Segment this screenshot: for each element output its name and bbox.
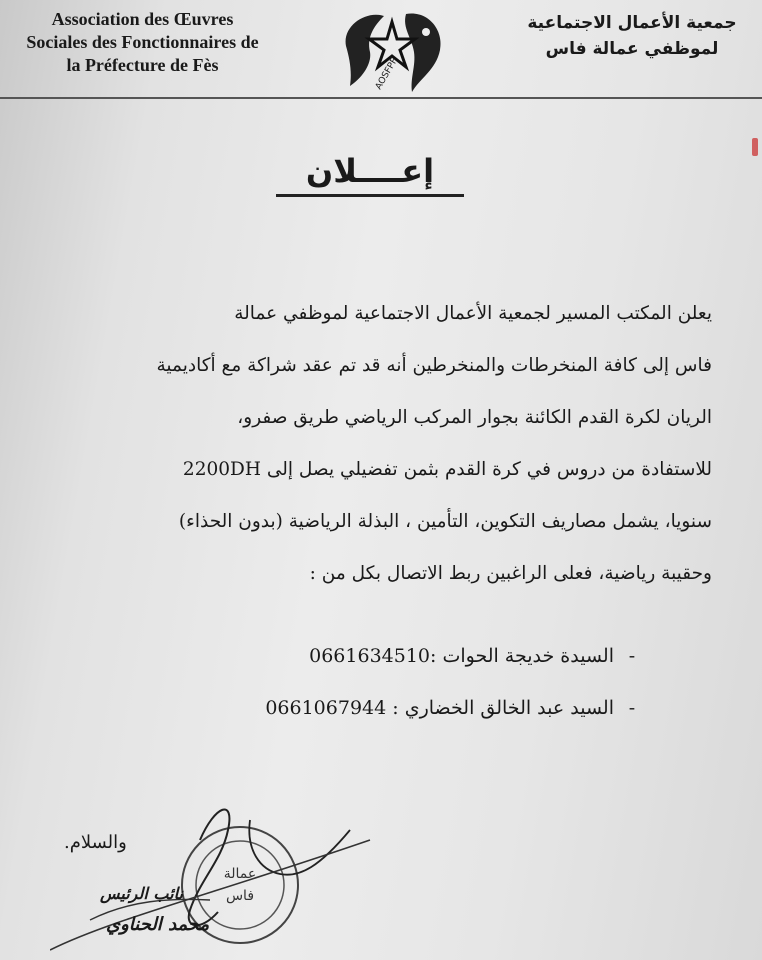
contact-item — [230, 682, 650, 734]
header-divider — [0, 97, 762, 99]
header-french-line-3: la Préfecture de Fès — [66, 55, 219, 75]
header-french-line-2: Sociales des Fonctionnaires de — [26, 32, 259, 52]
header-arabic-line-2: لموظفي عمالة فاس — [545, 39, 719, 59]
contact-text: السيدة خديجة الحوات :0661634510 — [309, 645, 614, 667]
body-line-2: فاس إلى كافة المنخرطات والمنخرطين أنه قد تم عقد شراكة مع أكاديمية — [156, 355, 712, 376]
signature-and-stamp — [50, 800, 380, 960]
title-text: إعــــلان — [276, 152, 464, 197]
body-line-1: يعلن المكتب المسير لجمعية الأعمال الاجتماعية لموظفي عمالة — [234, 303, 712, 324]
closing-salutation: والسلام. — [64, 832, 127, 853]
contacts-list — [230, 630, 650, 734]
body-line-5: سنويا، يشمل مصاريف التكوين، التأمين ، البذلة الرياضية (بدون الحذاء) — [178, 511, 712, 532]
header-french — [0, 8, 285, 77]
stamp-line-2: فاس — [225, 888, 255, 904]
signatory-role: نائب الرئيس — [100, 884, 183, 903]
document-title — [260, 152, 480, 190]
contact-dash: - — [628, 697, 636, 719]
stamp-line-1: عمالة — [223, 866, 257, 882]
logo-text: AOSFPF — [373, 56, 400, 92]
edge-mark — [752, 138, 758, 156]
body-line-6: وحقيبة رياضية، فعلى الراغبين ربط الاتصال بكل من : — [309, 563, 712, 584]
announcement-body — [64, 288, 712, 600]
contact-dash: - — [628, 645, 636, 667]
body-line-3: الريان لكرة القدم الكائنة بجوار المركب الرياضي طريق صفرو، — [237, 407, 712, 428]
body-line-4: للاستفادة من دروس في كرة القدم بثمن تفضيلي يصل إلى 2200DH — [182, 459, 712, 480]
association-logo — [336, 6, 448, 98]
header-arabic-line-1: جمعية الأعمال الاجتماعية — [527, 13, 737, 33]
contact-item — [230, 630, 650, 682]
contact-text: السيد عبد الخالق الخضاري : 0661067944 — [265, 697, 614, 719]
header-arabic — [512, 10, 752, 62]
header-french-line-1: Association des Œuvres — [51, 9, 234, 29]
signatory-name: محمد الحناوي — [106, 914, 210, 935]
